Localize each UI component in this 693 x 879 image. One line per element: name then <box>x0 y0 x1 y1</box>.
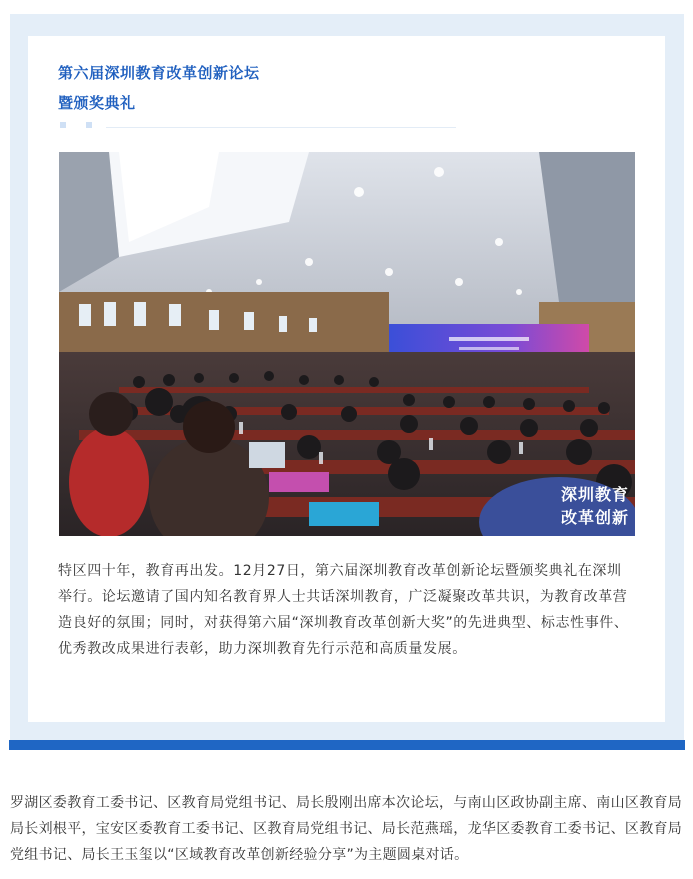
conference-hall-illustration <box>59 152 635 536</box>
article-title-line2: 暨颁奖典礼 <box>58 94 136 112</box>
watermark-line2: 改革创新 <box>560 508 629 527</box>
section-divider-bar <box>9 740 685 750</box>
article-paragraph-1: 特区四十年，教育再出发。12月27日，第六届深圳教育改革创新论坛暨颁奖典礼在深圳举行。论坛邀请了国内知名教育界人士共话深圳教育，广泛凝聚改革共识，为教育改革营造良好的氛围；同时，对获得第六届“深圳教育改革创新大奖”的先进典型、标志性事件、优秀教改成果进行表彰，助力深圳教育先行示范和高质量发展。 <box>58 563 629 657</box>
title-divider <box>106 127 456 128</box>
article-paragraph-2: 罗湖区委教育工委书记、区教育局党组书记、局长殷刚出席本次论坛，与南山区政协副主席、南山区教育局局长刘根平，宝安区委教育工委书记、区教育局党组书记、局长范燕瑶，龙华区委教育工委书记、区教育局党组书记、局长王玉玺以“区域教育改革创新经验分享”为主题圆桌对话。 <box>10 795 683 863</box>
decorative-dot <box>86 122 92 128</box>
decorative-dot <box>60 122 66 128</box>
forum-watermark-logo <box>561 482 629 528</box>
article-title-line1: 第六届深圳教育改革创新论坛 <box>58 64 260 82</box>
watermark-line1: 深圳教育 <box>560 485 629 504</box>
conference-photo <box>59 152 635 536</box>
